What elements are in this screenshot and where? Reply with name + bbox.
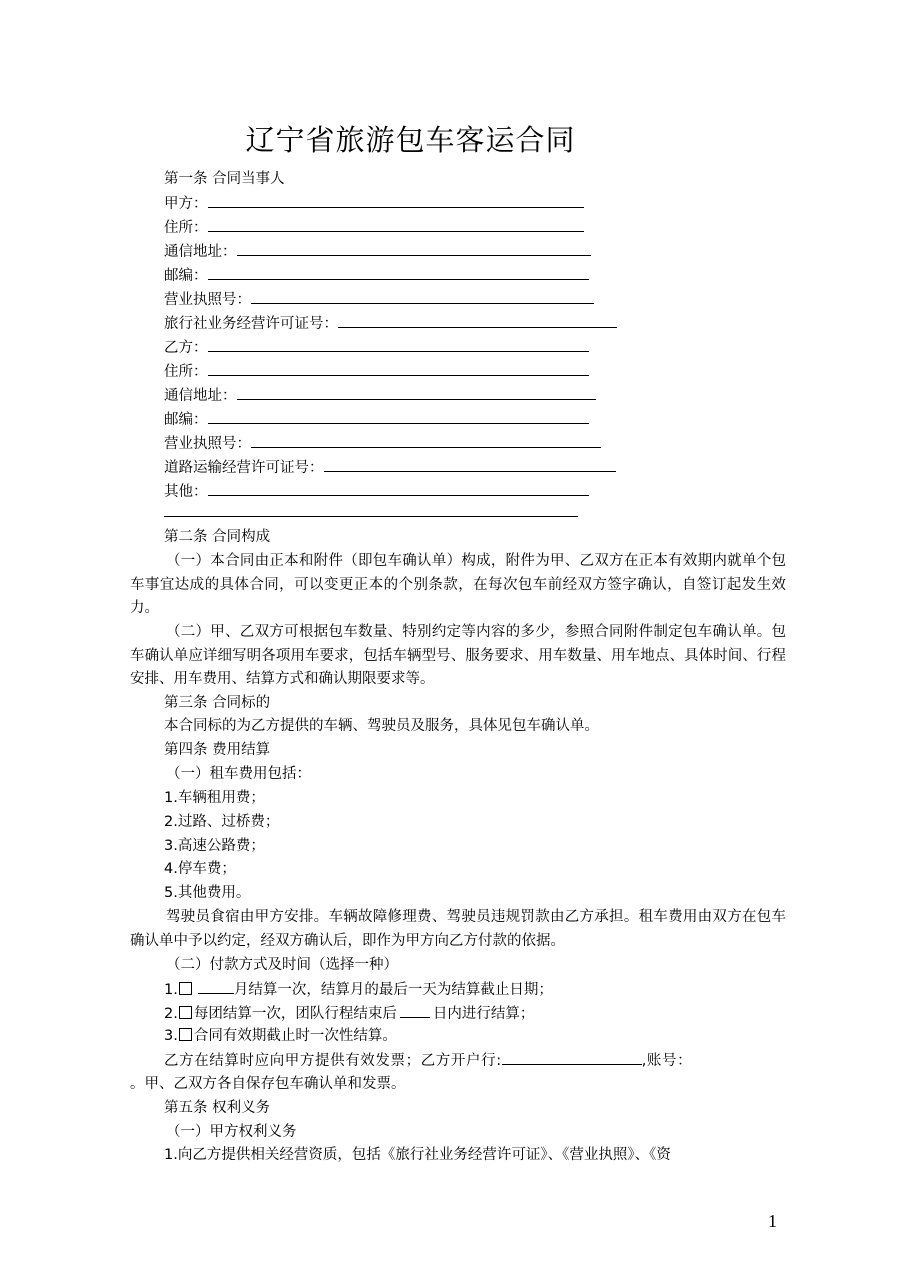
payment-option-1 (164, 979, 553, 1000)
fill-line (208, 409, 589, 424)
fill-line (208, 337, 589, 352)
option-number: 3. (164, 1028, 178, 1044)
option-text: 每团结算一次，团队行程结束后 (193, 1006, 397, 1022)
field-label: 旅行社业务经营许可证号： (164, 316, 338, 332)
field-party-b-postcode (164, 409, 589, 430)
invoice-bank-line (164, 1050, 786, 1071)
field-party-a-mail-address (164, 241, 591, 262)
article5-paragraph-1: 1.向乙方提供相关经营资质，包括《旅行社业务经营许可证》、《营业执照》、《资 (164, 1147, 671, 1163)
field-label: 住所： (164, 364, 208, 380)
field-label: 邮编： (164, 268, 208, 284)
page-title: 辽宁省旅游包车客运合同 (245, 123, 576, 157)
article4-subheading-2: （二）付款方式及时间（选择一种） (166, 957, 398, 973)
fill-line (208, 481, 589, 496)
fill-line (400, 1003, 430, 1018)
list-item: 2.过路、过桥费； (164, 814, 280, 830)
checkbox[interactable] (179, 1028, 192, 1041)
invoice-text: ,账号： (641, 1053, 693, 1069)
fill-line (208, 217, 584, 232)
option-number: 1. (164, 982, 178, 998)
field-party-b-mail-address (164, 385, 596, 406)
article3-heading: 第三条 合同标的 (164, 695, 271, 711)
field-party-a (164, 193, 584, 214)
field-party-b-license (164, 433, 601, 454)
field-label: 其他： (164, 484, 208, 500)
field-label: 营业执照号： (164, 436, 251, 452)
invoice-text: 乙方在结算时应向甲方提供有效发票；乙方开户行: (164, 1053, 502, 1069)
field-other (164, 481, 589, 502)
article3-paragraph: 本合同标的为乙方提供的车辆、驾驶员及服务，具体见包车确认单。 (164, 718, 599, 734)
page-number: 1 (768, 1211, 777, 1231)
article4-paragraph-1: 驾驶员食宿由甲方安排。车辆故障修理费、驾驶员违规罚款由乙方承担。租车费用由双方在包车确认单中予以约定，经双方确认后，即作为甲方向乙方付款的依据。 (130, 909, 786, 949)
article2-paragraph-1: （一）本合同由正本和附件（即包车确认单）构成，附件为甲、乙双方在正本有效期内就单个包车事宜达成的具体合同，可以变更正本的个别条款，在每次包车前经双方签字确认，自签订起发生效力。 (130, 553, 786, 617)
field-label: 营业执照号： (164, 292, 251, 308)
fill-line (208, 193, 584, 208)
fill-line (198, 979, 234, 994)
field-label: 道路运输经营许可证号： (164, 460, 324, 476)
field-label: 甲方： (164, 196, 208, 212)
payment-option-3 (164, 1026, 397, 1046)
field-label: 通信地址： (164, 244, 237, 260)
fill-line-continuation (164, 516, 578, 517)
option-number: 2. (164, 1006, 178, 1022)
option-text: 月结算一次，结算月的最后一天为结算截止日期； (233, 982, 553, 998)
payment-option-2 (164, 1003, 534, 1024)
article2-paragraph-2: （二）甲、乙双方可根据包车数量、特别约定等内容的多少，参照合同附件制定包车确认单。包车确认单应详细写明各项用车要求，包括车辆型号、服务要求、用车数量、用车地点、具体时间、行程安排、用车费用、结算方式和确认期限要求等。 (130, 624, 786, 688)
list-item: 5.其他费用。 (164, 885, 251, 901)
article5-heading: 第五条 权利义务 (164, 1100, 271, 1116)
field-party-b-address (164, 361, 589, 382)
fill-line (338, 313, 617, 328)
field-label: 邮编： (164, 412, 208, 428)
field-party-b (164, 337, 589, 358)
field-party-a-license (164, 289, 594, 310)
field-party-b-transport-license (164, 457, 616, 478)
field-party-a-address (164, 217, 584, 238)
field-label: 乙方： (164, 340, 208, 356)
checkbox[interactable] (179, 1006, 192, 1019)
fill-line (208, 361, 589, 376)
article5-subheading-1: （一）甲方权利义务 (166, 1124, 297, 1140)
article4-subheading-1: （一）租车费用包括： (166, 766, 311, 782)
field-label: 住所： (164, 220, 208, 236)
checkbox[interactable] (179, 982, 192, 995)
list-item: 1.车辆租用费； (164, 790, 265, 806)
article2-heading: 第二条 合同构成 (164, 529, 271, 545)
list-item: 3.高速公路费； (164, 838, 265, 854)
field-label: 通信地址： (164, 388, 237, 404)
fill-line (251, 289, 594, 304)
article4-heading: 第四条 费用结算 (164, 742, 271, 758)
fill-line (324, 457, 616, 472)
fill-line (237, 385, 596, 400)
field-party-a-travel-license (164, 313, 617, 334)
invoice-closing-line: 。甲、乙双方各自保存包车确认单和发票。 (130, 1076, 406, 1092)
article1-heading: 第一条 合同当事人 (164, 171, 285, 187)
fill-line (502, 1050, 642, 1065)
fill-line (251, 433, 601, 448)
option-text: 日内进行结算； (432, 1006, 535, 1022)
option-text: 合同有效期截止时一次性结算。 (193, 1028, 397, 1044)
fill-line (208, 265, 589, 280)
field-party-a-postcode (164, 265, 589, 286)
list-item: 4.停车费； (164, 861, 236, 877)
fill-line (237, 241, 591, 256)
